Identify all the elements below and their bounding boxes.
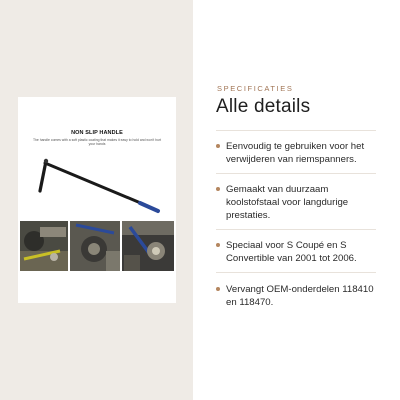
product-image[interactable] xyxy=(18,97,176,303)
spec-item-3: Speciaal voor S Coupé en S Convertible van 2001 tot 2006. xyxy=(226,240,357,264)
divider xyxy=(216,229,376,230)
engine-photo-2[interactable] xyxy=(70,221,120,271)
divider xyxy=(216,173,376,174)
product-gallery-panel xyxy=(0,0,193,400)
divider xyxy=(216,130,376,131)
divider xyxy=(216,272,376,273)
bullet-dot-icon xyxy=(216,187,222,193)
product-image-subtitle: The handle comes with a soft plastic coating that makes it easy to hold and won't hurt your hands xyxy=(32,138,162,147)
spec-item-2: Gemaakt van duurzaam koolstofstaal voor langdurige prestaties. xyxy=(226,184,349,221)
section-heading: Alle details xyxy=(216,96,311,117)
spec-item-4: Vervangt OEM-onderdelen 118410 en 118470. xyxy=(226,284,374,308)
bullet-dot-icon xyxy=(216,287,222,293)
engine-photo-1[interactable] xyxy=(20,221,68,271)
wrench-tool-illustration xyxy=(18,97,176,303)
bullet-dot-icon xyxy=(216,144,222,150)
section-eyebrow: SPECIFICATIES xyxy=(217,84,294,93)
product-image-title: NON SLIP HANDLE xyxy=(71,130,123,136)
spec-item-1: Eenvoudig te gebruiken voor het verwijderen van riemspanners. xyxy=(226,141,365,165)
specifications-panel xyxy=(193,0,400,400)
engine-photo-3[interactable] xyxy=(122,221,174,271)
bullet-dot-icon xyxy=(216,243,222,249)
